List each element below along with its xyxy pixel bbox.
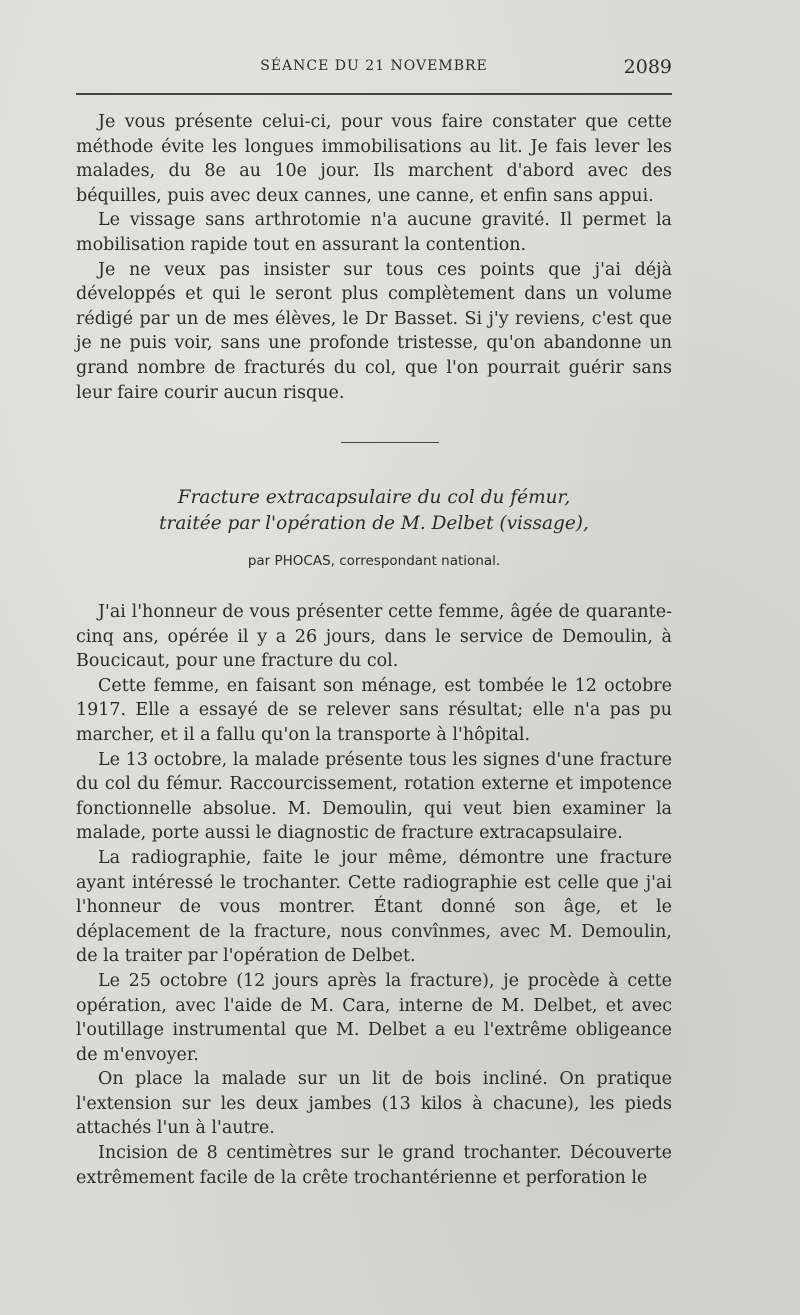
paragraph: Je ne veux pas insister sur tous ces points que j'ai déjà développés et qui le seront plus complètement dans un volume rédigé par un de mes élèves, le Dr Basset. Si j'y reviens, c'est que je ne puis voir, sans une profonde tristesse, qu'on abandonne un grand nombre de fracturés du col, que l'on pourrait guérir sans leur faire courir aucun risque. [76,259,672,403]
page-number: 2089 [623,56,672,78]
article-title-line-1: Fracture extracapsulaire du col du fémur, [177,487,571,508]
paragraph: On place la malade sur un lit de bois incliné. On pratique l'extension sur les deux jambes (13 kilos à chacune), les pieds attachés l'un à l'autre. [76,1069,672,1139]
paragraph: Le vissage sans arthrotomie n'a aucune gravité. Il permet la mobilisation rapide tout en assurant la contention. [76,210,672,255]
previous-article-conclusion [76,110,672,405]
section-separator [341,442,439,443]
running-title: SÉANCE DU 21 NOVEMBRE [260,58,488,74]
article-title-line-2: traitée par l'opération de M. Delbet (vissage), [159,513,589,534]
paragraph: Le 25 octobre (12 jours après la fracture), je procède à cette opération, avec l'aide de M. Cara, interne de M. Delbet, et avec l'outillage instrumental que M. Delbet a eu l'extrême obligeance de m'envoyer. [76,970,672,1065]
article-body [76,600,672,1190]
paragraph: Je vous présente celui-ci, pour vous faire constater que cette méthode évite les longues immobilisations au lit. Je fais lever les malades, du 8e au 10e jour. Ils marchent d'abord avec des béquilles, puis avec deux cannes, une canne, et enfin sans appui. [76,112,672,206]
paragraph: J'ai l'honneur de vous présenter cette femme, âgée de quarante-cinq ans, opérée il y a 26 jours, dans le service de Demoulin, à Boucicaut, pour une fracture du col. [76,602,672,672]
article-byline: par PHOCAS, correspondant national. [247,553,501,569]
paragraph: Le 13 octobre, la malade présente tous les signes d'une fracture du col du fémur. Raccourcissement, rotation externe et impotence fonctionnelle absolue. M. Demoulin, qui veut bien examiner la malade, porte aussi le diagnostic de fracture extracapsulaire. [76,749,672,844]
header-rule [76,93,672,95]
paragraph: La radiographie, faite le jour même, démontre une fracture ayant intéressé le trochanter. Cette radiographie est celle que j'ai l'honneur de vous montrer. Étant donné son âge, et le déplacement de la fracture, nous convînmes, avec M. Demoulin, de la traiter par l'opération de Delbet. [76,847,672,967]
paragraph: Cette femme, en faisant son ménage, est tombée le 12 octobre 1917. Elle a essayé de se relever sans résultat; elle n'a pas pu marcher, et il a fallu qu'on la transporte à l'hôpital. [76,675,672,745]
running-head [76,56,672,80]
article-title [76,485,672,537]
paragraph: Incision de 8 centimètres sur le grand trochanter. Découverte extrêmement facile de la crête trochantérienne et perforation le [76,1143,672,1188]
